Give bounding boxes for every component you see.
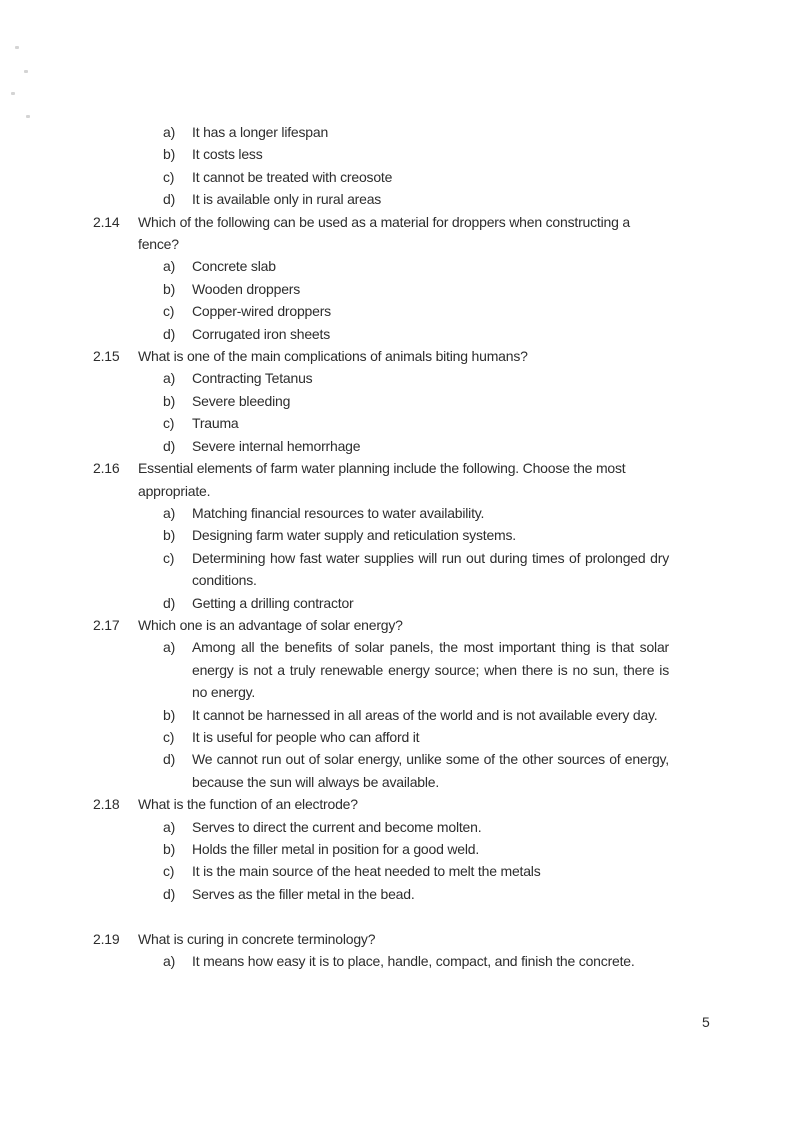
option-letter: c) (163, 415, 175, 432)
option-row (93, 502, 669, 524)
option-row (93, 300, 669, 322)
option-text: It cannot be treated with creosote (192, 168, 393, 185)
option-text: Serves as the filler metal in the bead. (192, 885, 415, 902)
option-letter: b) (163, 527, 176, 544)
question-text: Essential elements of farm water planning include the following. Choose the most appropriate. (138, 460, 626, 499)
option-row (93, 816, 669, 838)
option-row (93, 166, 669, 188)
option-letter: a) (163, 818, 176, 835)
option-text: It has a longer lifespan (192, 124, 329, 140)
option-text: Among all the benefits of solar panels, the most important thing is that solar energy is not a truly renewable energy source; when there is no sun, there is no energy. (192, 639, 669, 701)
option-row (93, 390, 669, 412)
option-letter: d) (163, 437, 176, 454)
option-row (93, 143, 669, 165)
question-text: What is the function of an electrode? (138, 796, 358, 813)
question-block-2-16 (93, 457, 669, 614)
option-letter: a) (163, 258, 176, 275)
option-letter: a) (163, 124, 176, 140)
option-text: It is the main source of the heat needed to melt the metals (192, 863, 541, 880)
intro-options-block (93, 121, 669, 211)
option-text: Getting a drilling contractor (192, 594, 354, 611)
option-row (93, 524, 669, 546)
option-row (93, 278, 669, 300)
option-letter: c) (163, 863, 175, 880)
option-letter: b) (163, 280, 176, 297)
scan-artifact (26, 115, 30, 118)
option-text: Contracting Tetanus (192, 370, 313, 387)
option-letter: a) (163, 953, 176, 970)
option-letter: d) (163, 594, 176, 611)
option-letter: d) (163, 191, 176, 208)
question-block-2-18 (93, 793, 669, 905)
option-letter: d) (163, 885, 176, 902)
question-block-2-15 (93, 345, 669, 457)
question-number: 2.15 (93, 348, 120, 365)
option-letter: d) (163, 325, 176, 342)
option-text: It cannot be harnessed in all areas of the world and is not available every day. (192, 706, 658, 723)
option-text: Corrugated iron sheets (192, 325, 331, 342)
question-number: 2.19 (93, 930, 120, 947)
option-text: It means how easy it is to place, handle, compact, and finish the concrete. (192, 953, 635, 970)
option-row (93, 592, 669, 614)
option-text: Copper-wired droppers (192, 303, 331, 320)
question-text: Which of the following can be used as a material for droppers when constructing a fence? (138, 213, 630, 253)
option-letter: a) (163, 639, 176, 656)
option-text: Matching financial resources to water availability. (192, 504, 485, 521)
question-block-2-14 (93, 211, 669, 345)
option-letter: c) (163, 168, 175, 185)
option-text: It costs less (192, 146, 263, 163)
option-letter: c) (163, 728, 175, 745)
option-row (93, 636, 669, 703)
option-text: Wooden droppers (192, 280, 301, 297)
question-text: What is one of the main complications of animals biting humans? (138, 348, 528, 365)
option-row (93, 367, 669, 389)
option-row (93, 726, 669, 748)
option-row (93, 323, 669, 345)
option-letter: c) (163, 303, 175, 320)
option-row (93, 547, 669, 592)
option-row (93, 255, 669, 277)
option-text: Concrete slab (192, 258, 276, 275)
option-letter: d) (163, 751, 176, 768)
option-row (93, 188, 669, 210)
exam-content (93, 121, 669, 972)
option-letter: a) (163, 370, 176, 387)
scan-artifact (15, 46, 19, 49)
option-row (93, 435, 669, 457)
option-row (93, 860, 669, 882)
question-block-2-19 (93, 928, 669, 973)
option-letter: b) (163, 392, 176, 409)
option-text: Severe bleeding (192, 392, 291, 409)
option-row (93, 412, 669, 434)
question-number: 2.18 (93, 796, 120, 813)
option-text: Designing farm water supply and reticulation systems. (192, 527, 516, 544)
option-letter: b) (163, 706, 176, 723)
option-text: It is available only in rural areas (192, 191, 382, 208)
option-row (93, 121, 669, 143)
option-row (93, 704, 669, 726)
option-row (93, 838, 669, 860)
option-letter: c) (163, 549, 175, 566)
option-row (93, 950, 669, 972)
option-letter: a) (163, 504, 176, 521)
option-text: Trauma (192, 415, 239, 432)
scan-artifact (24, 70, 28, 73)
option-text: We cannot run out of solar energy, unlike some of the other sources of energy, because the sun will always be available. (192, 751, 669, 790)
page-number: 5 (702, 1014, 710, 1030)
option-letter: b) (163, 841, 176, 857)
option-text: It is useful for people who can afford it (192, 728, 420, 745)
question-number: 2.16 (93, 460, 120, 477)
question-block-2-17 (93, 614, 669, 793)
option-text: Severe internal hemorrhage (192, 437, 361, 454)
option-letter: b) (163, 146, 176, 163)
question-text: What is curing in concrete terminology? (138, 930, 376, 947)
option-row (93, 883, 669, 905)
question-number: 2.17 (93, 616, 120, 633)
question-text: Which one is an advantage of solar energy? (138, 616, 403, 633)
question-number: 2.14 (93, 213, 120, 230)
option-text: Holds the filler metal in position for a good weld. (192, 841, 480, 857)
scan-artifact (11, 92, 15, 95)
option-row (93, 748, 669, 793)
option-text: Determining how fast water supplies will run out during times of prolonged dry conditions. (192, 549, 669, 589)
option-text: Serves to direct the current and become molten. (192, 818, 482, 835)
